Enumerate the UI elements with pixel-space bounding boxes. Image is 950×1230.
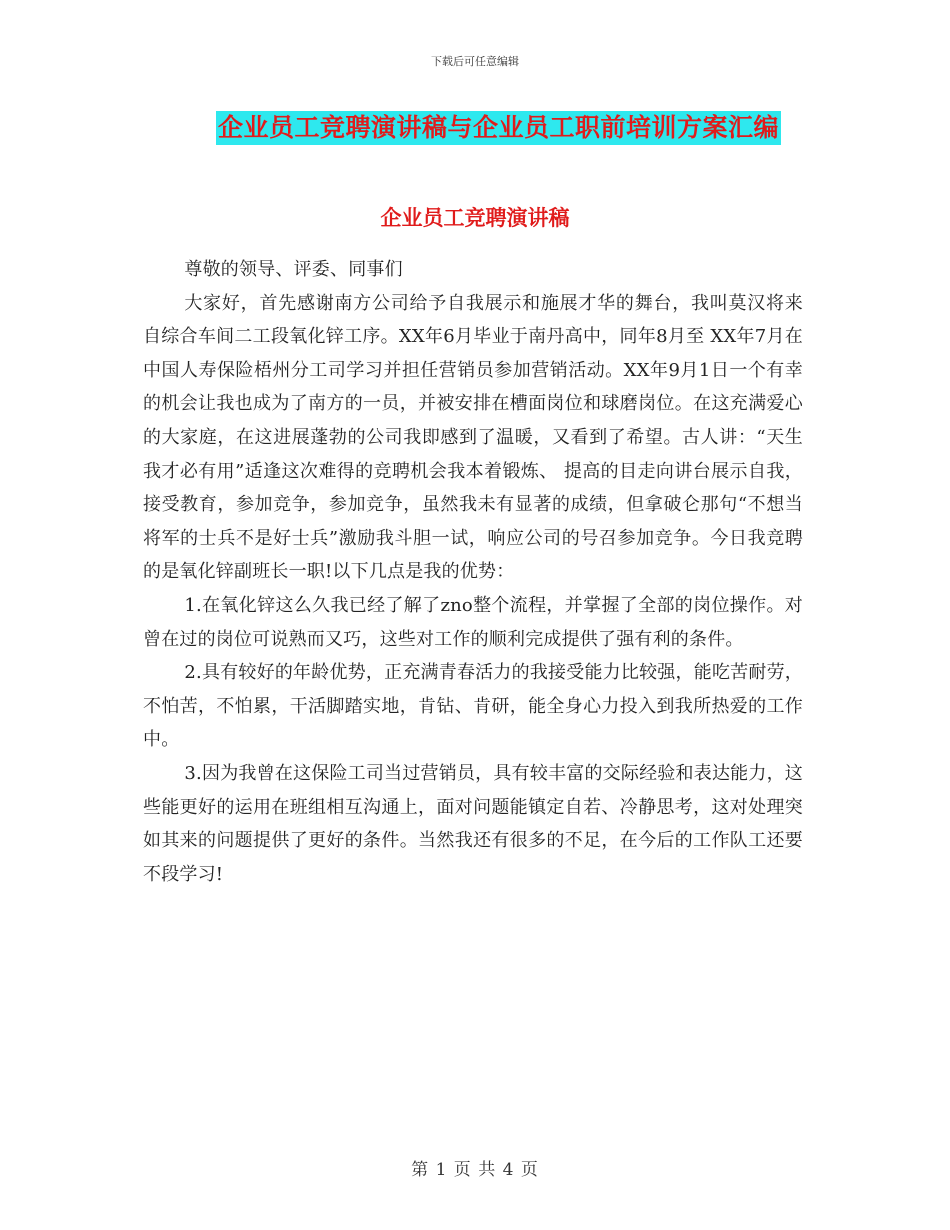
body-paragraph: 大家好，首先感谢南方公司给予自我展示和施展才华的舞台，我叫莫汉将来自综合车间二工段氧化锌工序。XX年6月毕业于南丹高中，同年8月至 XX年7月在中国人寿保险梧州分工司学习并担任营销员参加营销活动。XX年9月1日一个有幸的机会让我也成为了南方的一员，并被安排在槽面岗位和球磨岗位。在这充满爱心的大家庭，在这进展蓬勃的公司我即感到了温暖，又看到了希望。古人讲：“天生我才必有用”适逢这次难得的竞聘机会我本着锻炼、 提高的目走向讲台展示自我，接受教育，参加竞争，参加竞争，虽然我未有显著的成绩，但拿破仑那句“不想当将军的士兵不是好士兵”激励我斗胆一试，响应公司的号召参加竞争。今日我竞聘的是氧化锌副班长一职!以下几点是我的优势： [143, 292, 803, 583]
document-body [143, 222, 803, 891]
salutation-paragraph: 尊敬的领导、评委、同事们 [184, 259, 403, 280]
body-paragraph: 1.在氧化锌这么久我已经了解了zno整个流程，并掌握了全部的岗位操作。对曾在过的岗位可说熟而又巧，这些对工作的顺利完成提供了强有利的条件。 [143, 594, 803, 650]
main-title-container [0, 111, 950, 145]
body-paragraph: 2.具有较好的年龄优势，正充满青春活力的我接受能力比较强，能吃苦耐劳，不怕苦，不怕累，干活脚踏实地，肯钻、肯研，能全身心力投入到我所热爱的工作中。 [143, 662, 803, 751]
document-main-title: 企业员工竞聘演讲稿与企业员工职前培训方案汇编 [216, 111, 781, 145]
section-title: 企业员工竞聘演讲稿 [380, 205, 570, 230]
page-number: 第 1 页 共 4 页 [411, 1160, 539, 1180]
body-paragraph: 3.因为我曾在这保险工司当过营销员，具有较丰富的交际经验和表达能力，这些能更好的运用在班组相互沟通上，面对问题能镇定自若、冷静思考，这对处理突如其来的问题提供了更好的条件。当然我还有很多的不足，在今后的工作队工还要不段学习! [143, 762, 803, 885]
page-header-note: 下载后可任意编辑 [431, 55, 519, 68]
